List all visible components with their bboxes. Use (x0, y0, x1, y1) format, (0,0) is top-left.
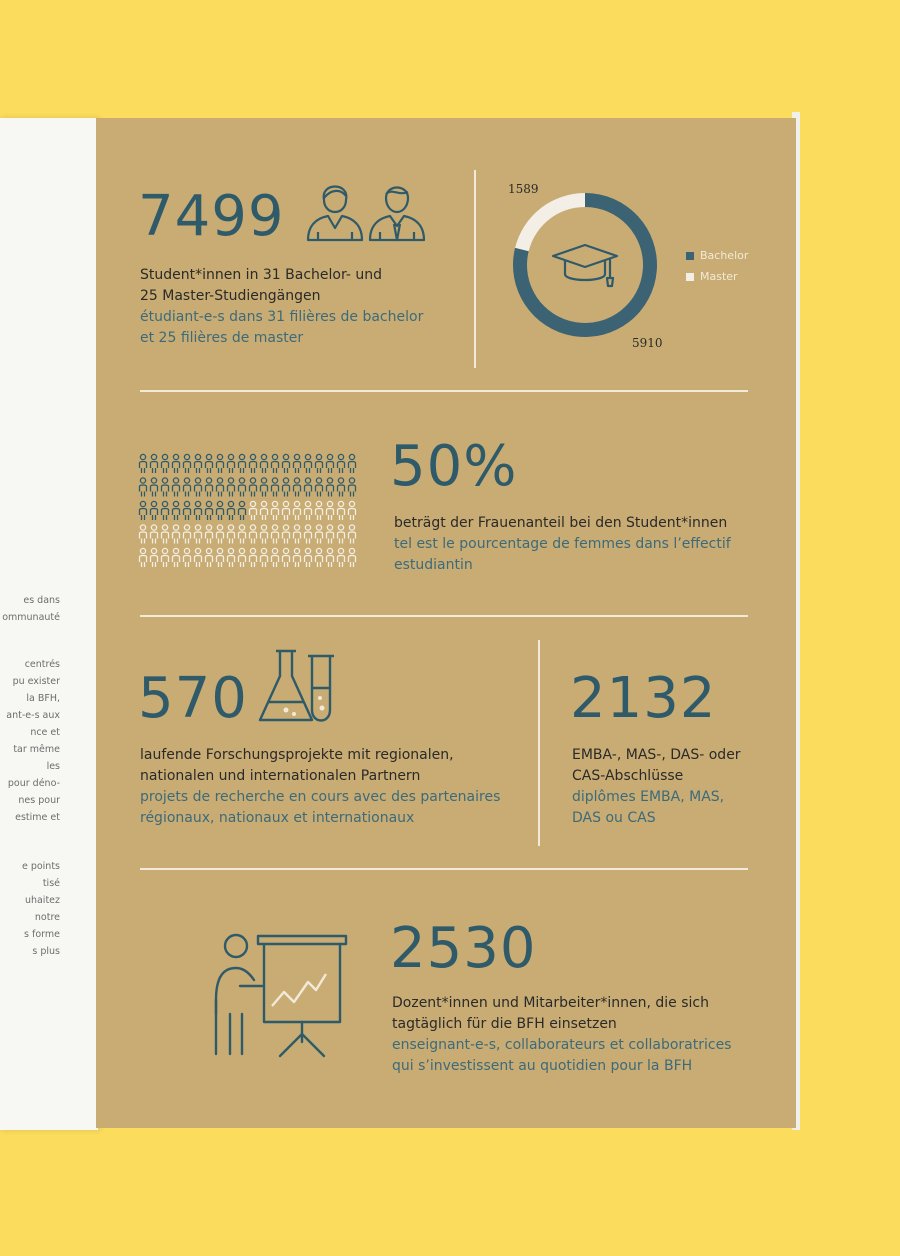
person-figure-filled (338, 478, 345, 497)
presenter-chart-icon (210, 930, 350, 1062)
person-figure-empty (261, 501, 268, 520)
person-figure-empty (349, 548, 356, 567)
person-figure-filled (272, 454, 279, 473)
person-figure-empty (173, 525, 180, 544)
person-figure-filled (151, 501, 158, 520)
person-figure-filled (316, 454, 323, 473)
person-figure-empty (305, 501, 312, 520)
staff-number: 2530 (390, 916, 537, 981)
person-figure-filled (184, 454, 191, 473)
person-figure-filled (151, 478, 158, 497)
students-description-fr: étudiant-e-s dans 31 filières de bachelor et 25 filières de master (140, 309, 424, 346)
person-figure-empty (151, 525, 158, 544)
person-figure-filled (250, 478, 257, 497)
person-figure-empty (283, 525, 290, 544)
person-figure-filled (283, 454, 290, 473)
person-figure-filled (250, 454, 257, 473)
person-figure-empty (206, 548, 213, 567)
degrees-description-fr: diplômes EMBA, MAS, DAS ou CAS (572, 789, 725, 826)
person-figure-filled (217, 501, 224, 520)
person-figure-empty (327, 501, 334, 520)
person-figure-empty (338, 501, 345, 520)
section-divider (140, 868, 748, 870)
person-figure-empty (261, 525, 268, 544)
person-figure-filled (261, 478, 268, 497)
person-figure-filled (162, 501, 169, 520)
person-figure-filled (140, 478, 147, 497)
person-figure-empty (283, 548, 290, 567)
person-figure-filled (305, 454, 312, 473)
person-figure-filled (140, 501, 147, 520)
person-figure-empty (162, 548, 169, 567)
person-figure-filled (239, 501, 246, 520)
women-share-description-fr: tel est le pourcentage de femmes dans l’effectif estudiantin (394, 536, 731, 573)
person-figure-empty (250, 548, 257, 567)
legend-swatch-master (686, 273, 694, 281)
legend-item-bachelor (686, 249, 748, 262)
degrees-description-de: EMBA-, MAS-, DAS- oder CAS-Abschlüsse (572, 747, 741, 784)
person-figure-filled (272, 478, 279, 497)
person-figure-empty (349, 525, 356, 544)
person-figure-empty (327, 548, 334, 567)
person-figure-empty (184, 525, 191, 544)
person-figure-filled (228, 501, 235, 520)
degrees-number: 2132 (570, 666, 717, 731)
person-figure-filled (151, 454, 158, 473)
section-divider (140, 390, 748, 392)
person-figure-empty (228, 548, 235, 567)
legend-label-master: Master (700, 270, 738, 283)
research-description-fr: projets de recherche en cours avec des partenaires régionaux, nationaux et internationaux (140, 789, 501, 826)
staff-description-de: Dozent*innen und Mitarbeiter*innen, die sich tagtäglich für die BFH einsetzen (392, 995, 709, 1032)
people-grid (138, 454, 360, 572)
left-page (0, 118, 98, 1130)
person-figure-filled (173, 501, 180, 520)
person-figure-filled (283, 478, 290, 497)
person-figure-filled (349, 454, 356, 473)
person-figure-filled (217, 478, 224, 497)
person-figure-filled (173, 478, 180, 497)
section-divider-vertical (538, 640, 540, 846)
person-figure-filled (294, 478, 301, 497)
students-number: 7499 (138, 184, 285, 249)
pie-label-bachelor-value: 5910 (632, 336, 663, 350)
person-figure-empty (349, 501, 356, 520)
person-figure-empty (206, 525, 213, 544)
person-figure-filled (327, 454, 334, 473)
male-person-icon (368, 176, 426, 242)
person-figure-empty (140, 548, 147, 567)
person-figure-empty (272, 548, 279, 567)
person-figure-empty (239, 548, 246, 567)
person-figure-filled (195, 478, 202, 497)
person-figure-filled (228, 454, 235, 473)
female-person-icon (306, 176, 364, 242)
left-page-text-block-2: centrés pu exister la BFH, ant-e-s aux nce et tar même les pour déno- nes pour estime et (6, 659, 60, 823)
lab-flask-icon (256, 648, 336, 724)
person-figure-filled (316, 478, 323, 497)
person-figure-filled (195, 501, 202, 520)
person-figure-empty (261, 548, 268, 567)
person-figure-empty (217, 525, 224, 544)
infographic-page (96, 118, 796, 1128)
person-figure-filled (349, 478, 356, 497)
person-figure-filled (228, 478, 235, 497)
pie-label-master-value: 1589 (508, 182, 539, 196)
person-figure-filled (239, 478, 246, 497)
legend-swatch-bachelor (686, 252, 694, 260)
legend-label-bachelor: Bachelor (700, 249, 749, 262)
person-figure-filled (206, 454, 213, 473)
person-figure-filled (162, 478, 169, 497)
left-page-text-block-3: e points tisé uhaitez notre s forme s plus (21, 861, 60, 957)
person-figure-empty (250, 525, 257, 544)
person-figure-filled (195, 454, 202, 473)
women-share-description-de: beträgt der Frauenanteil bei den Student*innen (394, 515, 728, 531)
person-figure-empty (272, 501, 279, 520)
person-figure-empty (316, 501, 323, 520)
person-figure-filled (173, 454, 180, 473)
staff-description-fr: enseignant-e-s, collaborateurs et collaboratrices qui s’investissent au quotidien pour la BFH (392, 1037, 732, 1074)
person-figure-empty (195, 548, 202, 567)
person-figure-empty (162, 525, 169, 544)
person-figure-empty (283, 501, 290, 520)
person-figure-empty (305, 548, 312, 567)
person-figure-filled (184, 478, 191, 497)
section-divider-vertical (474, 170, 476, 368)
person-figure-empty (294, 548, 301, 567)
person-figure-filled (305, 478, 312, 497)
person-figure-filled (206, 501, 213, 520)
person-figure-filled (239, 454, 246, 473)
person-figure-empty (338, 525, 345, 544)
person-figure-empty (195, 525, 202, 544)
section-divider (140, 615, 748, 617)
graduation-cap-icon (550, 242, 620, 290)
person-figure-filled (140, 454, 147, 473)
person-figure-empty (250, 501, 257, 520)
person-figure-empty (316, 548, 323, 567)
person-figure-filled (206, 478, 213, 497)
women-share-number: 50% (390, 434, 518, 499)
person-figure-empty (217, 548, 224, 567)
research-description-de: laufende Forschungsprojekte mit regionalen, nationalen und internationalen Partnern (140, 747, 454, 784)
person-figure-filled (162, 454, 169, 473)
person-figure-filled (338, 454, 345, 473)
person-figure-empty (305, 525, 312, 544)
person-figure-empty (294, 525, 301, 544)
person-figure-empty (239, 525, 246, 544)
person-figure-empty (140, 525, 147, 544)
person-figure-filled (294, 454, 301, 473)
person-figure-filled (217, 454, 224, 473)
person-figure-empty (316, 525, 323, 544)
research-number: 570 (138, 666, 248, 731)
person-figure-empty (228, 525, 235, 544)
person-figure-empty (184, 548, 191, 567)
person-figure-empty (338, 548, 345, 567)
person-figure-filled (327, 478, 334, 497)
legend-item-master (686, 270, 738, 283)
person-figure-filled (184, 501, 191, 520)
person-figure-empty (173, 548, 180, 567)
left-page-text-block-1: es dans ommunauté (2, 595, 60, 623)
person-figure-empty (272, 525, 279, 544)
person-figure-filled (261, 454, 268, 473)
person-figure-empty (151, 548, 158, 567)
person-figure-empty (327, 525, 334, 544)
person-figure-empty (294, 501, 301, 520)
students-description-de: Student*innen in 31 Bachelor- und 25 Master-Studiengängen (140, 267, 382, 304)
